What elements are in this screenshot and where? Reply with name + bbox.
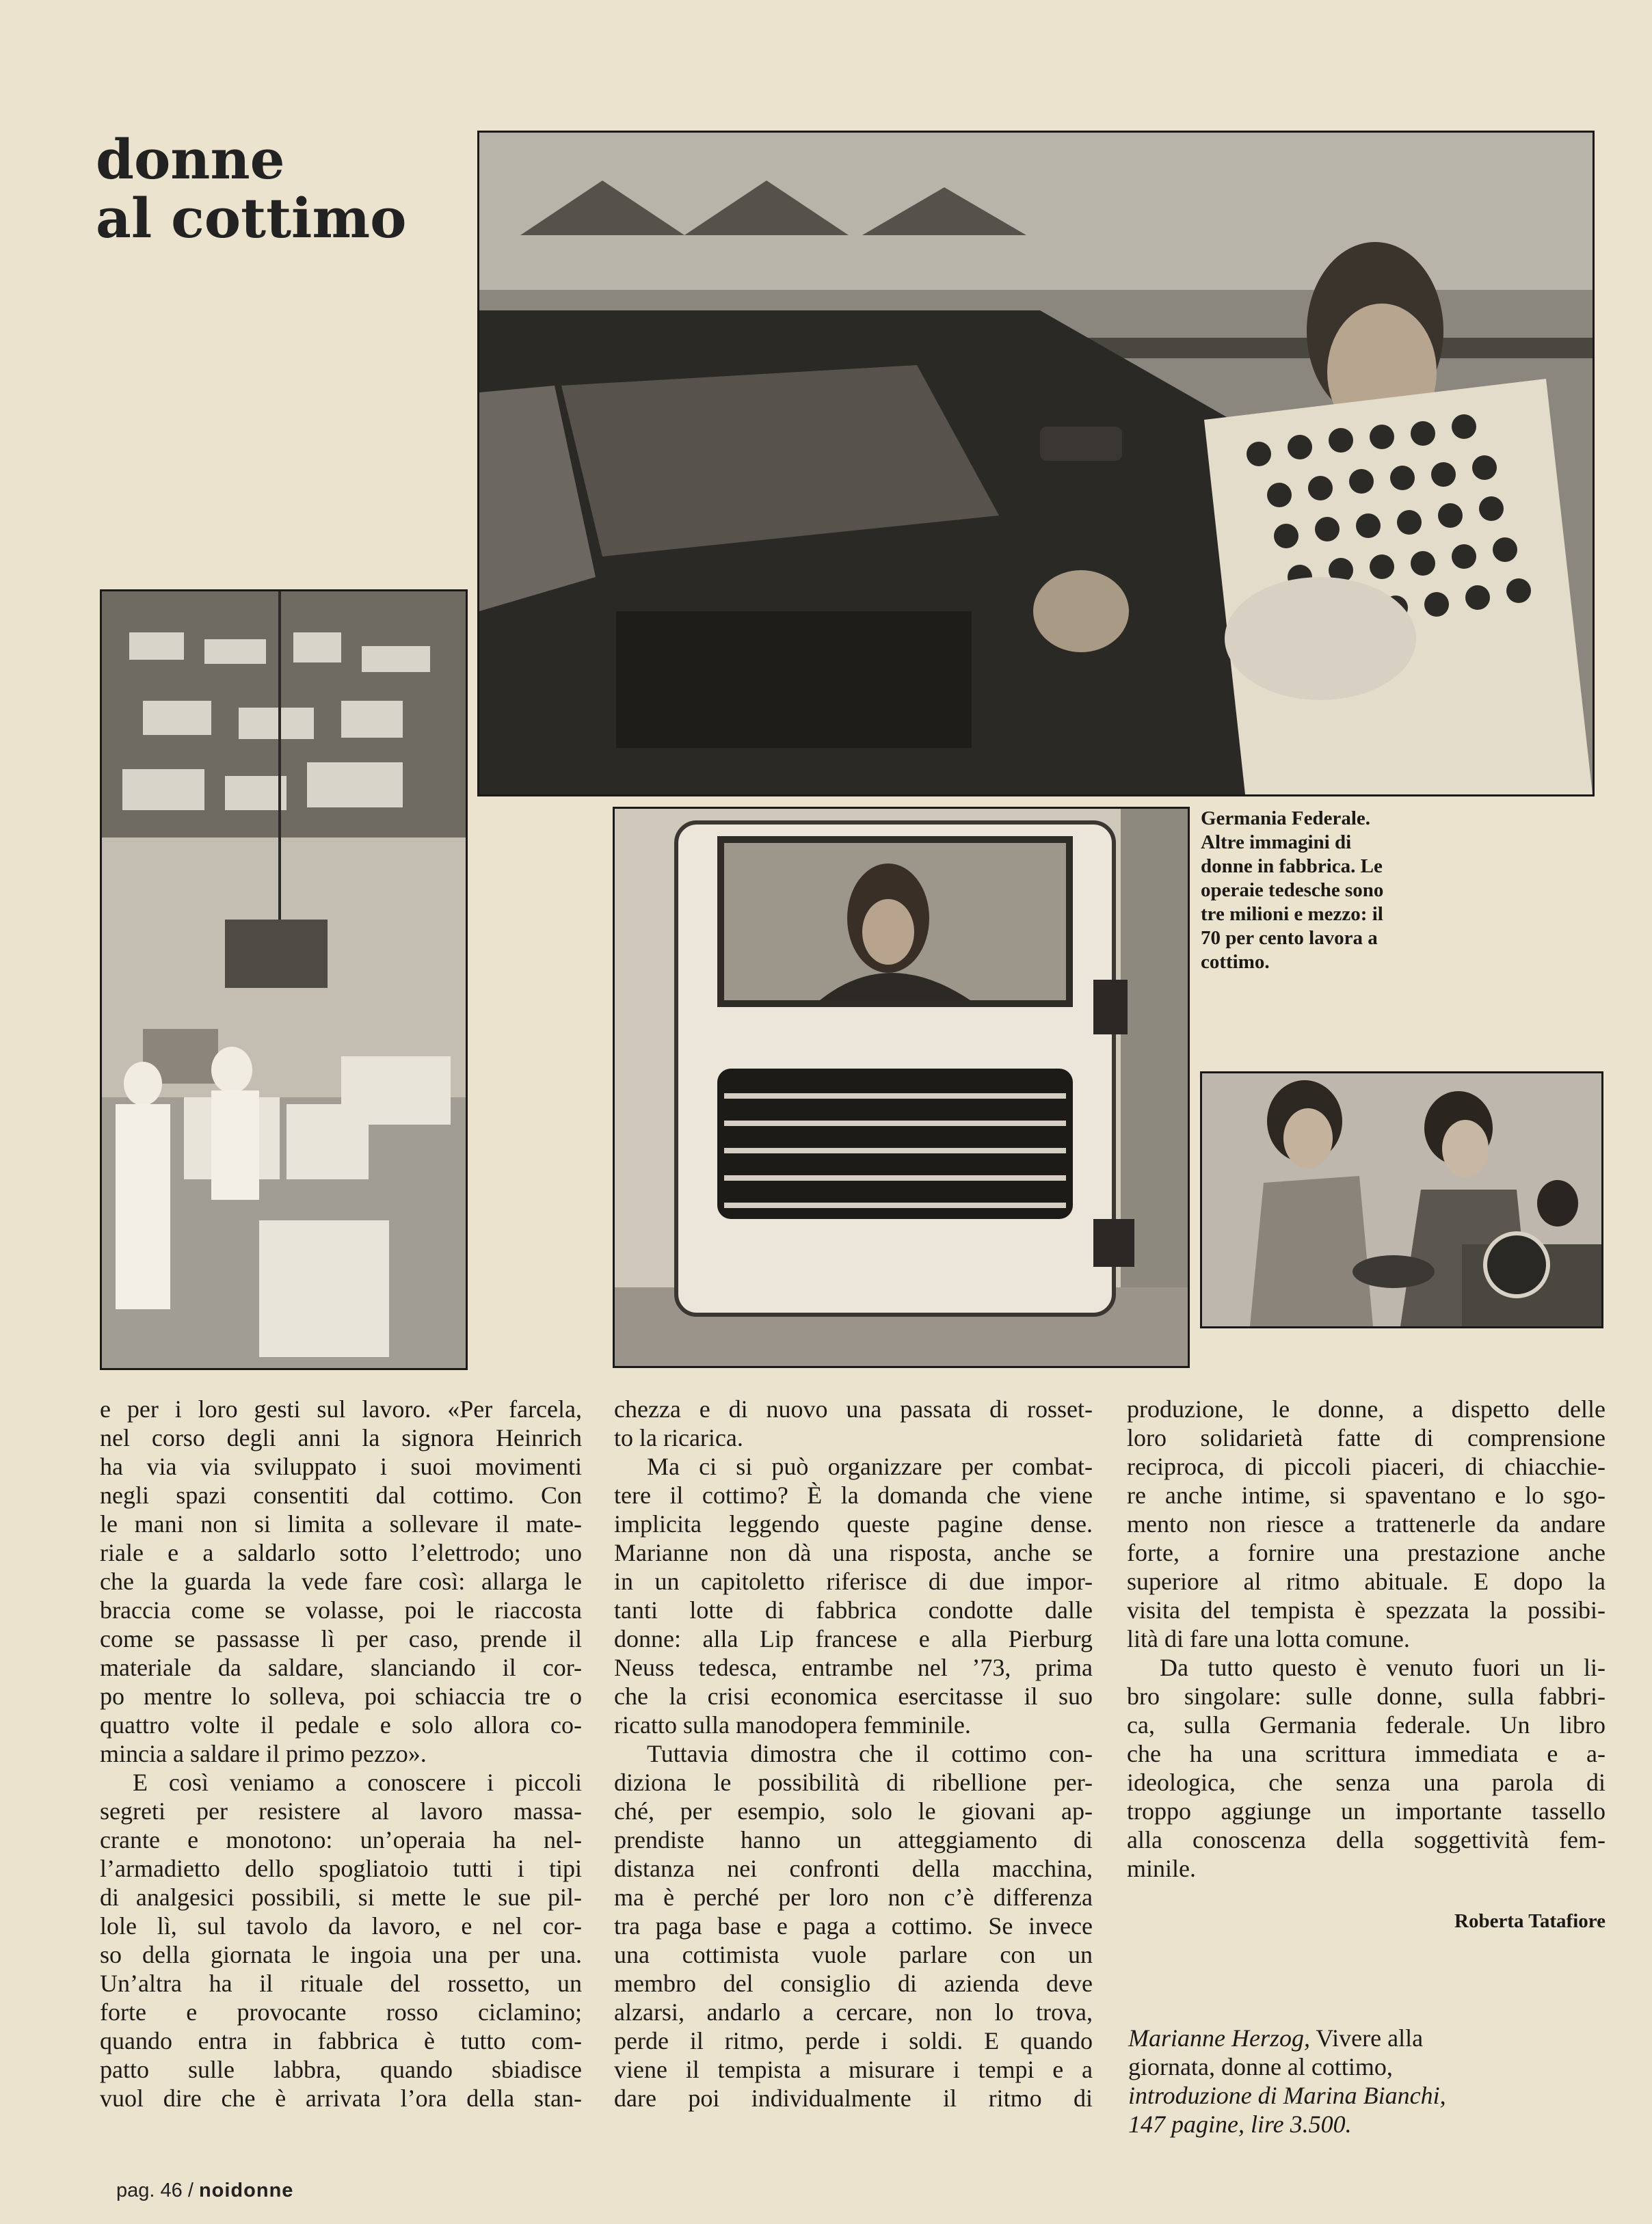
text-line: come se passasse lì per caso, prende il xyxy=(100,1625,582,1652)
caption-line: 70 per cento lavora a xyxy=(1201,927,1378,949)
caption-line: Altre immagini di xyxy=(1201,831,1352,853)
caption-line: Germania Federale. xyxy=(1201,807,1371,829)
text-line: tanti lotte di fabbrica condotte dalle xyxy=(614,1596,1093,1624)
article-headline xyxy=(96,127,479,250)
text-line: diziona le possibilità di ribellione per- xyxy=(614,1769,1093,1796)
text-line: bro singolare: sulle donne, sulla fabbri- xyxy=(1127,1683,1606,1710)
text-line: patto sulle labbra, quando sbiadisce xyxy=(100,2056,582,2083)
text-line: re anche intime, si spaventano e lo sgo- xyxy=(1127,1482,1606,1509)
text-line: ca, sulla Germania federale. Un libro xyxy=(1127,1711,1606,1739)
caption-line: cottimo. xyxy=(1201,951,1270,973)
text-line: so della giornata le ingoia una per una. xyxy=(100,1941,582,1968)
text-line: implicita leggendo queste pagine dense. xyxy=(614,1510,1093,1538)
text-line: prendiste hanno un atteggiamento di xyxy=(614,1826,1093,1853)
text-line: braccia come se volasse, poi le riaccosta xyxy=(100,1596,582,1624)
text-line: tere il cottimo? È la domanda che viene xyxy=(614,1482,1093,1509)
author-signature: Roberta Tatafiore xyxy=(1454,1910,1606,1932)
footer-separator: / xyxy=(182,2180,199,2201)
text-line: minile. xyxy=(1127,1855,1196,1882)
text-line: Ma ci si può organizzare per combat- xyxy=(647,1453,1093,1480)
page-footer xyxy=(116,2180,293,2202)
text-line: mento non riesce a trattenerle da andare xyxy=(1127,1510,1606,1538)
text-line: ché, per esempio, solo le giovani ap- xyxy=(614,1797,1093,1825)
photo-van-cabin xyxy=(613,807,1190,1368)
photo-warehouse-packing xyxy=(100,589,468,1370)
text-line: riale e a saldarlo sotto l’elettrodo; uno xyxy=(100,1539,582,1566)
body-column-3 xyxy=(1127,1395,1606,1883)
text-line: reciproca, di piccoli piaceri, di chiacchie- xyxy=(1127,1453,1606,1480)
caption-line: tre milioni e mezzo: il xyxy=(1201,903,1383,925)
headline-line-1: donne xyxy=(96,127,285,191)
text-line: distanza nei confronti della macchina, xyxy=(614,1855,1093,1882)
text-line: produzione, le donne, a dispetto delle xyxy=(1127,1395,1606,1423)
text-line: Neuss tedesca, entrambe nel ’73, prima xyxy=(614,1654,1093,1681)
book-author: Marianne Herzog, xyxy=(1128,2024,1310,2052)
text-line: forte, a fornire una prestazione anche xyxy=(1127,1539,1606,1566)
text-line: Marianne non dà una risposta, anche se xyxy=(614,1539,1093,1566)
text-line: lità di fare una lotta comune. xyxy=(1127,1625,1410,1652)
book-title-end: giornata, donne al cottimo, xyxy=(1128,2053,1393,2080)
headline-line-2: al cottimo xyxy=(96,186,407,250)
text-line: troppo aggiunge un importante tassello xyxy=(1127,1797,1606,1825)
text-line: materiale da saldare, slanciando il cor- xyxy=(100,1654,582,1681)
text-line: in un capitoletto riferisce di due impor- xyxy=(614,1568,1093,1595)
text-line: vuol dire che è arrivata l’ora della stan- xyxy=(100,2085,582,2112)
warehouse-illustration xyxy=(102,591,466,1368)
text-line: viene il tempista a misurare i tempi e a xyxy=(614,2056,1093,2083)
book-title-start: Vivere alla xyxy=(1309,2024,1424,2052)
text-line: le mani non si limita a sollevare il mate- xyxy=(100,1510,582,1538)
text-line: lole lì, sul tavolo da lavoro, e nel cor- xyxy=(100,1912,582,1940)
text-line: che la crisi economica esercitasse il suo xyxy=(614,1683,1093,1710)
text-line: Da tutto questo è venuto fuori un li- xyxy=(1160,1654,1606,1681)
text-line: che la guarda la vede fare così: allarga le xyxy=(100,1568,582,1595)
text-line: superiore al ritmo abituale. E dopo la xyxy=(1127,1568,1606,1595)
text-line: segreti per resistere al lavoro massa- xyxy=(100,1797,582,1825)
text-line: crante e monotono: un’operaia ha nel- xyxy=(100,1826,582,1853)
text-line: quattro volte il pedale e solo allora co- xyxy=(100,1711,582,1739)
magazine-name: noidonne xyxy=(198,2180,294,2201)
text-line: to la ricarica. xyxy=(614,1424,743,1451)
book-ref-line-1 xyxy=(1128,2024,1607,2052)
text-line: quando entra in fabbrica è tutto com- xyxy=(100,2027,582,2054)
book-reference xyxy=(1128,2024,1607,2139)
text-line: perde il ritmo, perde i soldi. E quando xyxy=(614,2027,1093,2054)
photo-caption xyxy=(1201,807,1584,974)
book-details: 147 pagine, lire 3.500. xyxy=(1128,2111,1352,2138)
text-line: tra paga base e paga a cottimo. Se invece xyxy=(614,1912,1093,1940)
text-line: membro del consiglio di azienda deve xyxy=(614,1970,1093,1997)
text-line: chezza e di nuovo una passata di rosset- xyxy=(614,1395,1093,1423)
text-line: E così veniamo a conoscere i piccoli xyxy=(133,1769,582,1796)
text-line: alzarsi, andarlo a cercare, non lo trova, xyxy=(614,1998,1093,2026)
photo-workbench-women xyxy=(1200,1071,1603,1328)
text-line: donne: alla Lip francese e alla Pierburg xyxy=(614,1625,1093,1652)
body-column-1 xyxy=(100,1395,582,2113)
text-line: dare poi individualmente il ritmo di xyxy=(614,2085,1093,2112)
car-assembly-illustration xyxy=(479,133,1593,794)
text-line: ricatto sulla manodopera femminile. xyxy=(614,1711,971,1739)
van-illustration xyxy=(615,809,1188,1366)
text-line: nel corso degli anni la signora Heinrich xyxy=(100,1424,582,1451)
text-line: ha via via sviluppato i suoi movimenti xyxy=(100,1453,582,1480)
text-line: di analgesici possibili, si mette le sue pil- xyxy=(100,1884,582,1911)
caption-line: donne in fabbrica. Le xyxy=(1201,855,1383,877)
text-line: ma è perché per loro non c’è differenza xyxy=(614,1884,1093,1911)
caption-line: operaie tedesche sono xyxy=(1201,879,1384,901)
text-line: mincia a saldare il primo pezzo». xyxy=(100,1740,427,1767)
text-line: po mentre lo solleva, poi schiaccia tre o xyxy=(100,1683,582,1710)
text-line: che ha una scrittura immediata e a- xyxy=(1127,1740,1606,1767)
text-line: negli spazi consentiti dal cottimo. Con xyxy=(100,1482,582,1509)
text-line: una cottimista vuole parlare con un xyxy=(614,1941,1093,1968)
page-number: pag. 46 xyxy=(116,2180,183,2201)
text-line: e per i loro gesti sul lavoro. «Per farcela, xyxy=(100,1395,582,1423)
text-line: loro solidarietà fatte di comprensione xyxy=(1127,1424,1606,1451)
text-line: l’armadietto dello spogliatoio tutti i tipi xyxy=(100,1855,582,1882)
text-line: visita del tempista è spezzata la possibi- xyxy=(1127,1596,1606,1624)
text-line: Tuttavia dimostra che il cottimo con- xyxy=(647,1740,1093,1767)
text-line: ideologica, che senza una parola di xyxy=(1127,1769,1606,1796)
book-intro: introduzione di Marina Bianchi, xyxy=(1128,2082,1446,2109)
text-line: alla conoscenza della soggettività fem- xyxy=(1127,1826,1606,1853)
text-line: Un’altra ha il rituale del rossetto, un xyxy=(100,1970,582,1997)
body-column-2 xyxy=(614,1395,1093,2113)
photo-car-assembly xyxy=(477,131,1595,796)
text-line: forte e provocante rosso ciclamino; xyxy=(100,1998,582,2026)
workbench-illustration xyxy=(1202,1073,1601,1326)
